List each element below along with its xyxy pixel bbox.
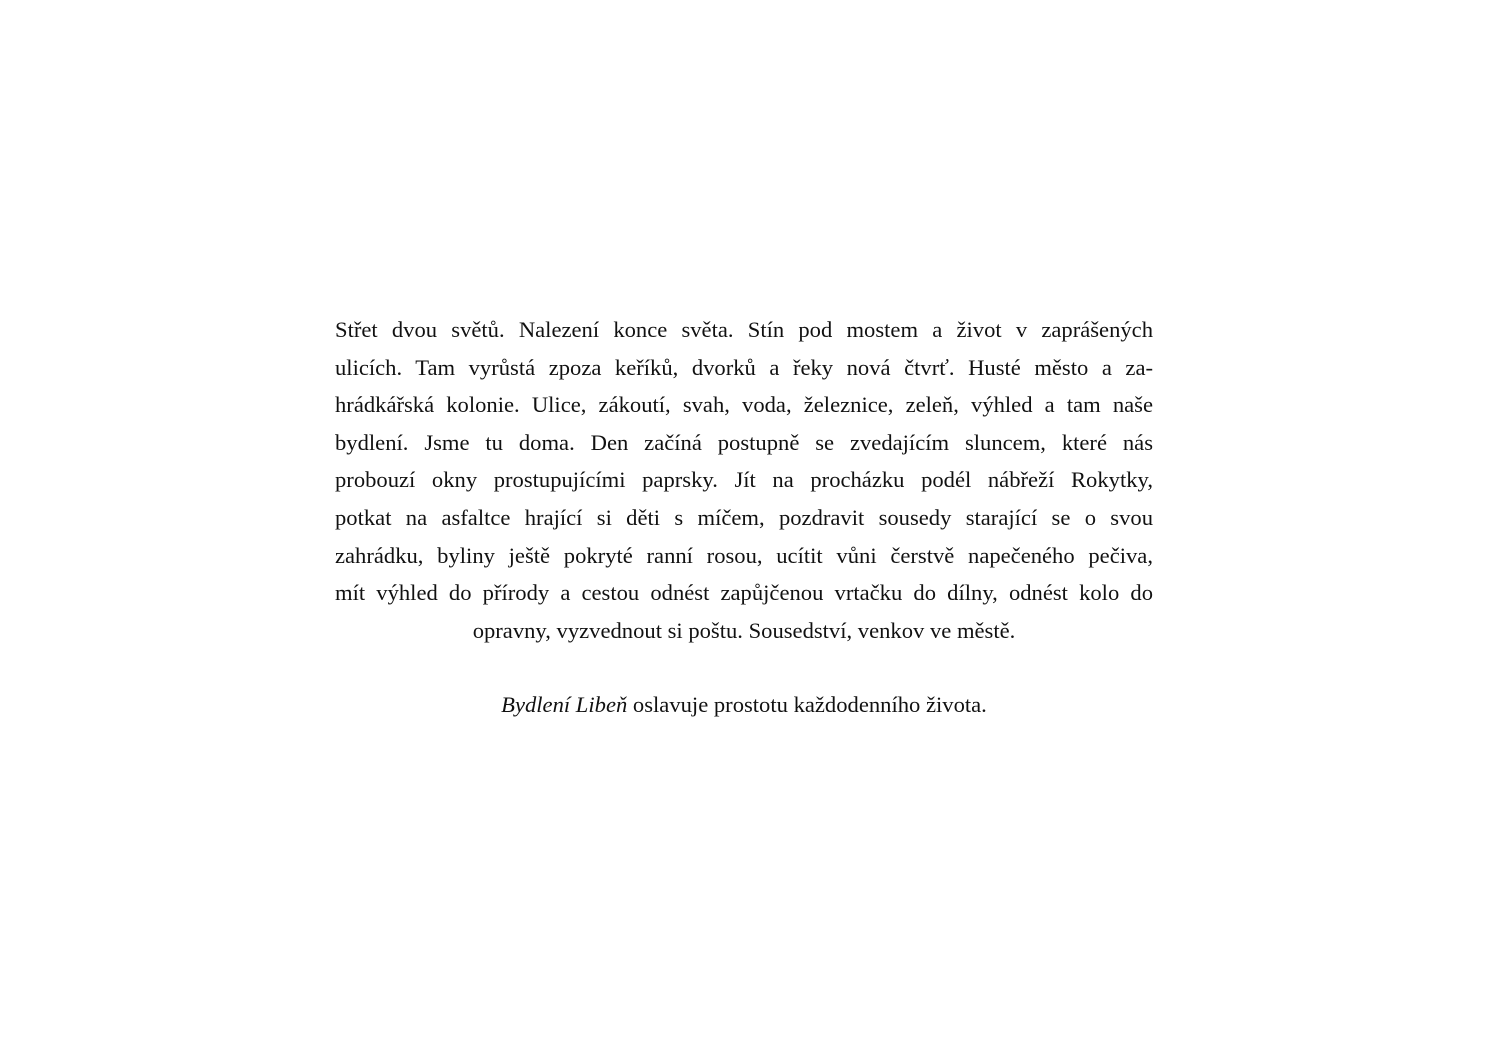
paragraph-line: potkat na asfaltce hrající si děti s míčem, pozdravit sousedy starající se o svou [335,504,1153,530]
paragraph-line: hrádkářská kolonie. Ulice, zákoutí, svah, voda, železnice, zeleň, výhled a tam naše [335,392,1153,418]
project-name: Bydlení Libeň [501,692,628,717]
paragraph-line: mít výhled do přírody a cestou odnést zapůjčenou vrtačku do dílny, odnést kolo do [335,580,1153,606]
paragraph-line: zahrádku, byliny ještě pokryté ranní rosou, ucítit vůni čerstvě napečeného pečiva, [335,542,1153,568]
tagline-text: oslavuje prostotu každodenního života. [627,692,987,717]
paragraph-line: opravny, vyzvednout si poštu. Sousedství, venkov ve městě. [472,617,1016,643]
paragraph-line: ulicích. Tam vyrůstá zpoza keříků, dvorků a řeky nová čtvrť. Husté město a za- [335,354,1153,380]
paragraph-line: probouzí okny prostupujícími paprsky. Jít na procházku podél nábřeží Rokytky, [335,467,1153,493]
paragraph-line: bydlení. Jsme tu doma. Den začíná postupně se zvedajícím sluncem, které nás [335,429,1153,455]
body-paragraph [335,311,1153,649]
paragraph-line: Střet dvou světů. Nalezení konce světa. Stín pod mostem a život v zaprášených [335,317,1153,342]
tagline [335,686,1153,724]
